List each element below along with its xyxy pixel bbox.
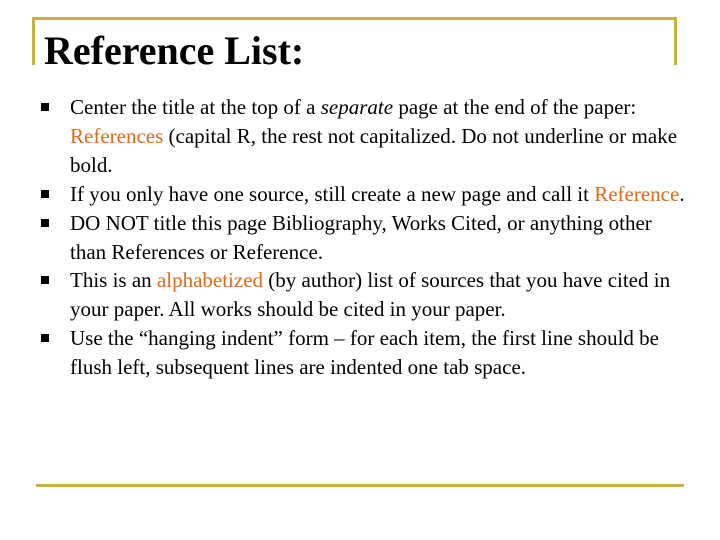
square-bullet-icon	[41, 276, 49, 284]
bullet-text-emphasis: separate	[320, 95, 394, 119]
bullet-text-highlight: alphabetized	[156, 268, 264, 293]
footer-rule	[36, 484, 684, 487]
title-frame-top-rule	[32, 17, 677, 20]
bullet-text-highlight: References	[70, 123, 164, 148]
bullet-item-hanging-indent	[41, 324, 686, 382]
bullet-text: Center the title at the top of a	[70, 95, 321, 119]
bullet-text: (by author) list of sources that you have cited in your paper. All works should be cited in your paper.	[70, 268, 671, 322]
bullet-item-title-placement	[41, 93, 686, 180]
bullet-item-single-source	[41, 180, 686, 209]
bullet-item-alphabetized	[41, 266, 686, 324]
bullet-text: Use the “hanging indent” form – for each item, the first line should be flush left, subsequent lines are indented one tab space.	[70, 326, 659, 380]
square-bullet-icon	[41, 190, 49, 198]
bullet-text: This is an	[70, 268, 157, 293]
bullet-item-title-restriction	[41, 209, 686, 267]
bullet-text: (capital R, the rest not capitalized. Do not underline or make bold.	[70, 123, 678, 177]
square-bullet-icon	[41, 219, 49, 227]
bullet-text: .	[679, 181, 685, 206]
square-bullet-icon	[41, 103, 49, 111]
bullet-text: DO NOT title this page Bibliography, Works Cited, or anything other than References or Reference.	[70, 210, 652, 264]
bullet-text: page at the end of the paper:	[393, 95, 637, 119]
title-frame-left-rule	[32, 17, 35, 65]
bullet-text: If you only have one source, still create a new page and call it	[70, 181, 595, 206]
square-bullet-icon	[41, 334, 49, 342]
bullet-text-highlight: Reference	[594, 181, 680, 206]
bullet-list	[41, 93, 686, 382]
slide-title: Reference List:	[44, 28, 305, 73]
title-frame-right-rule	[674, 17, 677, 65]
